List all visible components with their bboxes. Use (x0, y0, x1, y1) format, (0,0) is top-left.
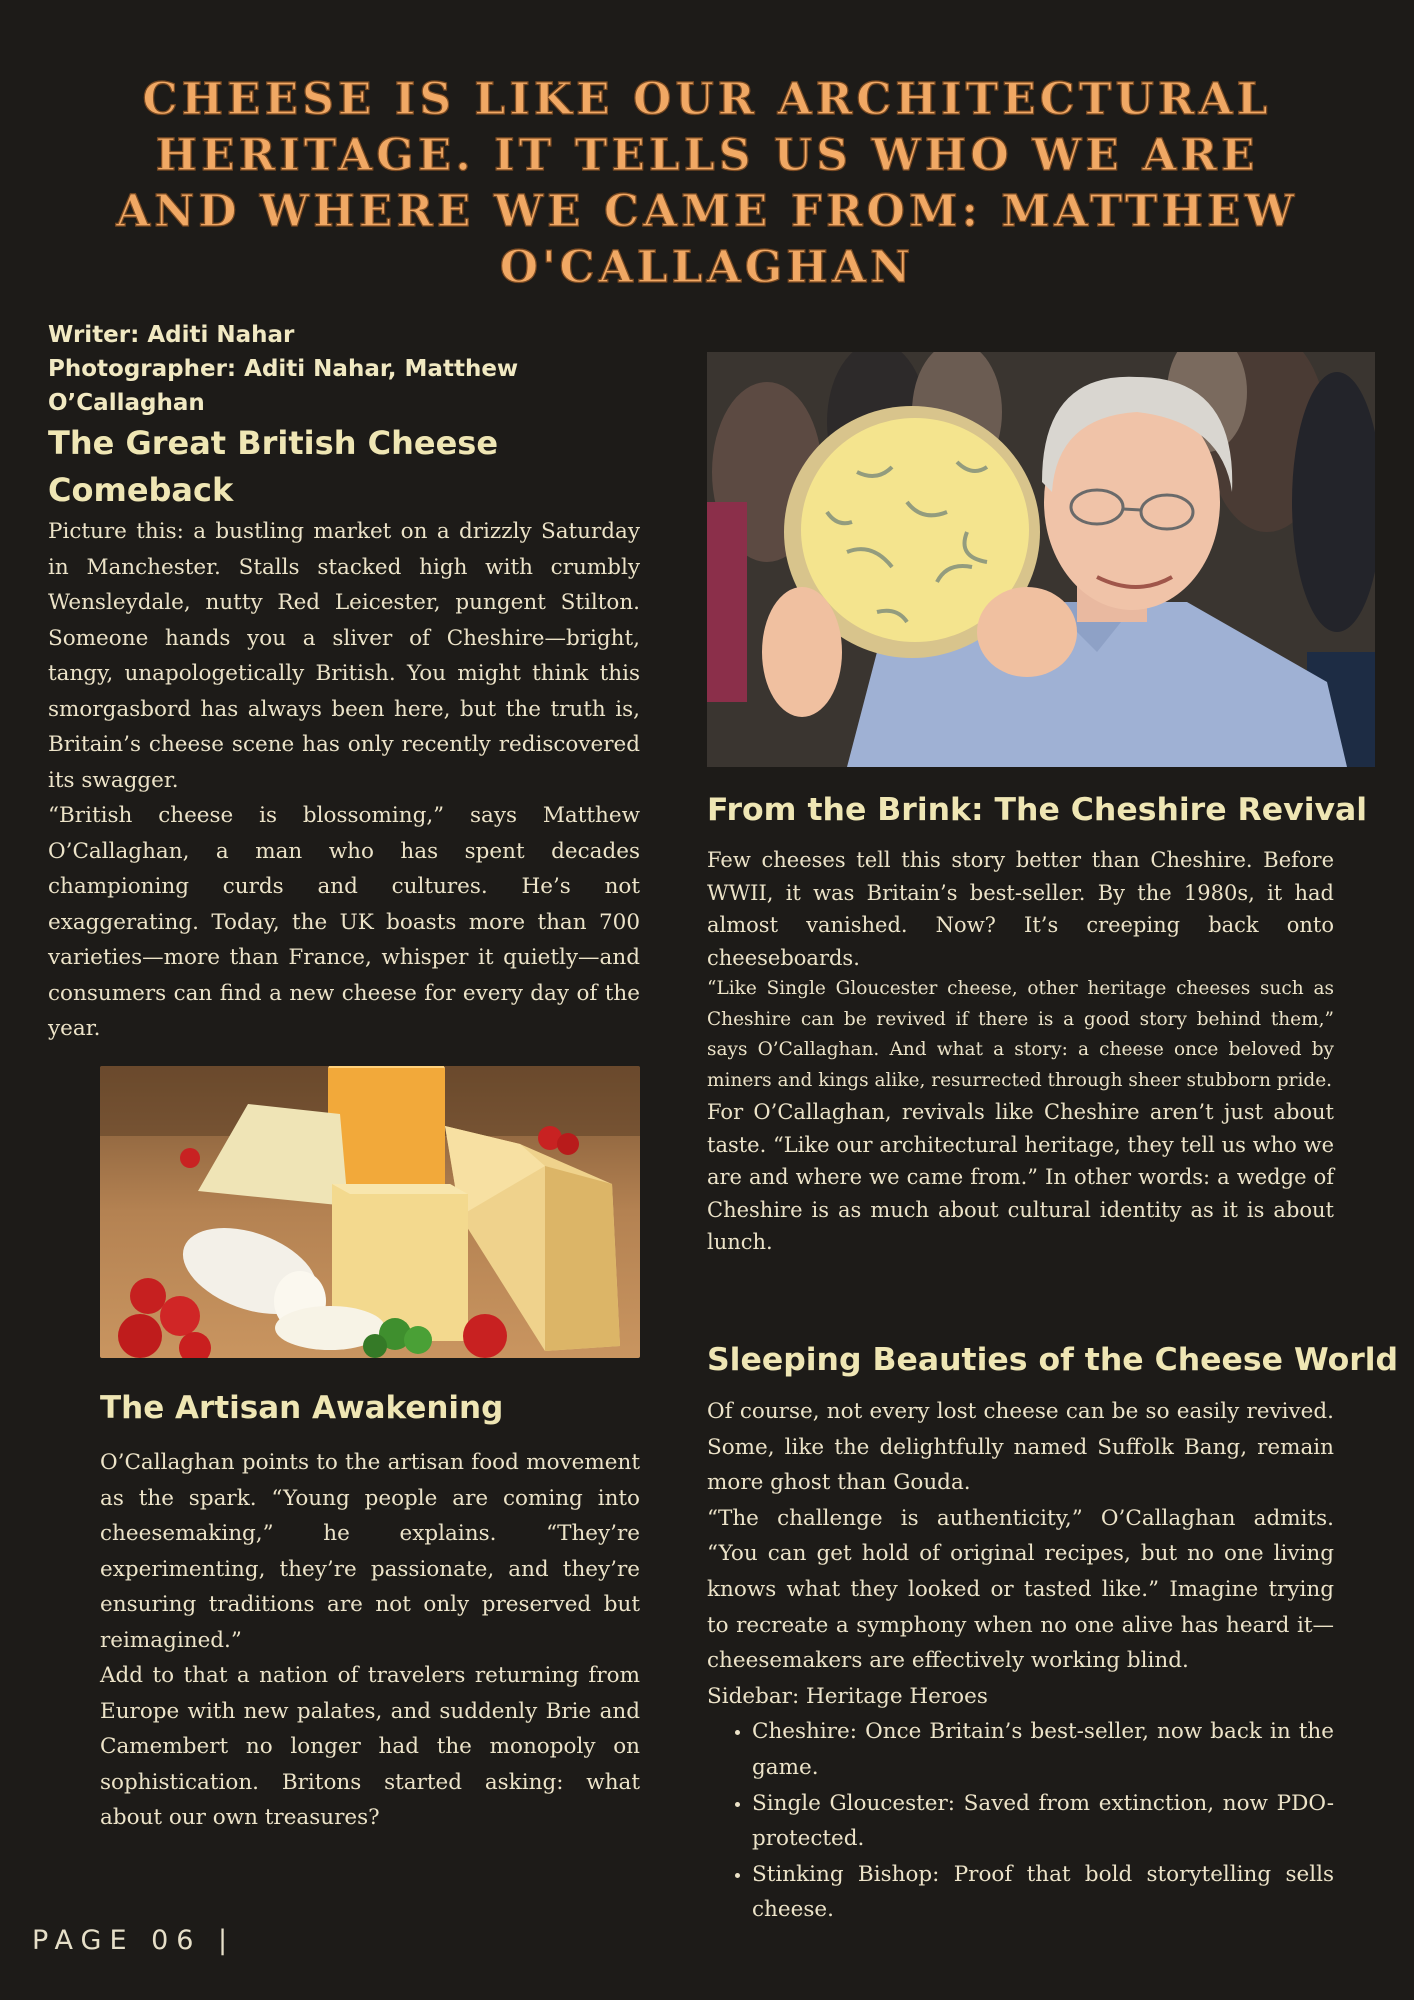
sleeping-paragraph-1: Of course, not every lost cheese can be so easily revived. Some, like the delightfully named Suffolk Bang, remain more ghost than Gouda. (707, 1399, 1334, 1496)
sleeping-beauties-section (707, 1336, 1399, 1928)
comeback-paragraph-2: “British cheese is blossoming,” says Matthew O’Callaghan, a man who has spent decades championing curds and cultures. He’s not exaggerating. Today, the UK boasts more than 700 varieties—more than France, whisper it quietly—and consumers can find a new cheese for every day of the year. (48, 803, 640, 1041)
page-headline: CHEESE IS LIKE OUR ARCHITECTURAL HERITAGE. IT TELLS US WHO WE ARE AND WHERE WE CAME FROM: MATTHEW O'CALLAGHAN (115, 74, 1299, 293)
artisan-paragraph-2: Add to that a nation of travelers returning from Europe with new palates, and suddenly Brie and Camembert no longer had the monopoly on sophistication. Britons started asking: what about our own treasures? (100, 1663, 640, 1830)
cheese-maker-photo (707, 352, 1375, 767)
section-heading-comeback: The Great British Cheese Comeback (48, 424, 499, 509)
cheese-platter-photo (100, 1066, 640, 1358)
cheshire-quote: “Like Single Gloucester cheese, other heritage cheeses such as Cheshire can be revived if there is a good story behind them,” says O’Callaghan. And what a story: a cheese once beloved by miners and kings alike, resurrected through sheer stubborn pride. (707, 978, 1334, 1091)
cheese-platter-illustration (100, 1066, 640, 1358)
cheshire-paragraph-1: Few cheeses tell this story better than Cheshire. Before WWII, it was Britain’s best-seller. By the 1980s, it had almost vanished. Now? It’s creeping back onto cheeseboards. (707, 848, 1334, 970)
page-number: PAGE 06 | (32, 1925, 236, 1956)
list-item: • Cheshire: Once Britain’s best-seller, now back in the game. (752, 1714, 1334, 1785)
heritage-heroes-list (707, 1714, 1334, 1928)
photographer-credit: Photographer: Aditi Nahar, Matthew O’Callaghan (48, 356, 519, 416)
artisan-paragraph-1: O’Callaghan points to the artisan food movement as the spark. “Young people are coming into cheesemaking,” he explains. “They’re experimenting, they’re passionate, and they’re ensuring traditions are not only preserved but reimagined.” (100, 1450, 640, 1653)
sidebar-title: Sidebar: Heritage Heroes (707, 1683, 988, 1709)
credits (48, 318, 548, 420)
man-holding-cheese-illustration (707, 352, 1375, 767)
artisan-section (100, 1385, 640, 1836)
section-heading-cheshire: From the Brink: The Cheshire Revival (707, 792, 1368, 828)
section-heading-sleeping: Sleeping Beauties of the Cheese World (707, 1342, 1399, 1378)
comeback-paragraph-1: Picture this: a bustling market on a drizzly Saturday in Manchester. Stalls stacked high with crumbly Wensleydale, nutty Red Leicester, pungent Stilton. Someone hands you a sliver of Cheshire—bright, tangy, unapologetically British. You might think this smorgasbord has always been here, but the truth is, Britain’s cheese scene has only recently rediscovered its swagger. (48, 519, 640, 793)
list-item: • Stinking Bishop: Proof that bold storytelling sells cheese. (752, 1857, 1334, 1928)
cheshire-paragraph-2: For O’Callaghan, revivals like Cheshire aren’t just about taste. “Like our architectural heritage, they tell us who we are and where we came from.” In other words: a wedge of Cheshire is as much about cultural identity as it is about lunch. (707, 1100, 1334, 1254)
list-item: • Single Gloucester: Saved from extinction, now PDO-protected. (752, 1786, 1334, 1857)
sleeping-paragraph-2: “The challenge is authenticity,” O’Callaghan admits. “You can get hold of original recipes, but no one living knows what they looked or tasted like.” Imagine trying to recreate a symphony when no one alive has heard it—cheesemakers are effectively working blind. (707, 1505, 1334, 1674)
left-column (48, 318, 640, 1047)
writer-credit: Writer: Aditi Nahar (48, 322, 295, 348)
cheshire-section (707, 786, 1368, 1259)
section-heading-artisan: The Artisan Awakening (100, 1390, 504, 1426)
